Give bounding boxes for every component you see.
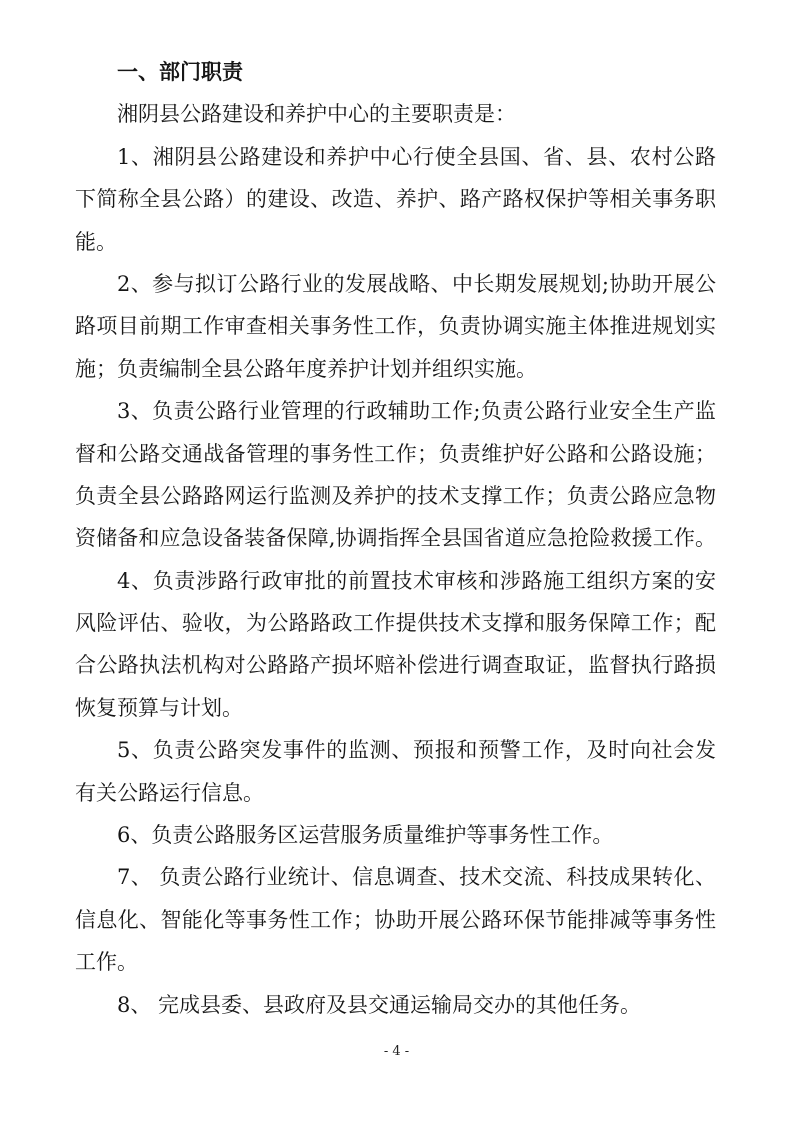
- duty-item-5: [75, 729, 716, 814]
- page-number: - 4 -: [383, 1044, 410, 1059]
- paragraph-line: 4、负责涉路行政审批的前置技术审核和涉路施工组织方案的安: [117, 568, 716, 593]
- paragraph-line: 能。: [75, 229, 117, 254]
- paragraph-line: 8、 完成县委、县政府及县交通运输局交办的其他任务。: [117, 992, 642, 1017]
- paragraph-line: 3、负责公路行业管理的行政辅助工作;负责公路行业安全生产监: [117, 399, 716, 424]
- paragraph-line: 1、湘阴县公路建设和养护中心行使全县国、省、县、农村公路: [117, 144, 716, 169]
- duty-item-4: [75, 560, 716, 730]
- paragraph-line: 7、 负责公路行业统计、信息调查、技术交流、科技成果转化、: [117, 865, 716, 890]
- paragraph-line: 资储备和应急设备装备保障,协调指挥全县国省道应急抢险救援工作。: [75, 526, 716, 551]
- duty-item-6: [75, 814, 716, 856]
- intro-paragraph: 湘阴县公路建设和养护中心的主要职责是：: [117, 102, 516, 127]
- paragraph-line: 信息化、智能化等事务性工作；协助开展公路环保节能排减等事务性: [75, 907, 716, 932]
- duty-item-8: [75, 984, 716, 1026]
- document-body: [75, 51, 716, 1026]
- paragraph-line: 路项目前期工作审查相关事务性工作，负责协调实施主体推进规划实: [75, 314, 716, 339]
- paragraph-line: 5、负责公路突发事件的监测、预报和预警工作，及时向社会发: [117, 738, 716, 763]
- section-heading: 一、部门职责: [117, 59, 243, 84]
- paragraph-line: 合公路执法机构对公路路产损坏赔补偿进行调查取证，监督执行路损: [75, 653, 716, 678]
- paragraph-line: 下简称全县公路）的建设、改造、养护、路产路权保护等相关事务职: [75, 187, 716, 212]
- duty-item-1: [75, 136, 716, 263]
- paragraph-line: 2、参与拟订公路行业的发展战略、中长期发展规划;协助开展公: [117, 271, 716, 296]
- paragraph-line: 6、负责公路服务区运营服务质量维护等事务性工作。: [117, 823, 614, 848]
- paragraph-line: 工作。: [75, 950, 138, 975]
- paragraph-line: 负责全县公路路网运行监测及养护的技术支撑工作；负责公路应急物: [75, 483, 716, 508]
- paragraph-line: 有关公路运行信息。: [75, 780, 264, 805]
- paragraph-line: 风险评估、验收，为公路路政工作提供技术支撑和服务保障工作；配: [75, 611, 716, 636]
- duty-item-2: [75, 263, 716, 390]
- paragraph-line: 恢复预算与计划。: [75, 695, 243, 720]
- duty-item-7: [75, 856, 716, 983]
- paragraph-line: 施；负责编制全县公路年度养护计划并组织实施。: [75, 356, 537, 381]
- duty-item-3: [75, 390, 716, 560]
- paragraph-line: 督和公路交通战备管理的事务性工作；负责维护好公路和公路设施；: [75, 441, 716, 466]
